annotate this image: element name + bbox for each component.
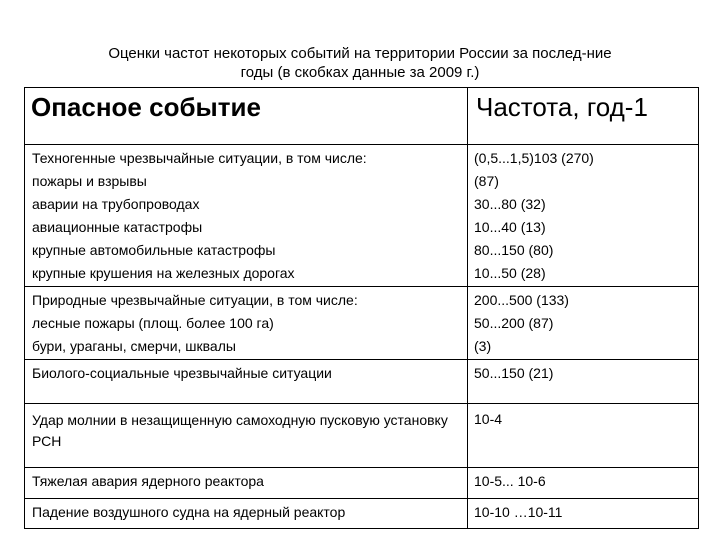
table-row	[25, 360, 699, 404]
frequency-cell	[468, 145, 699, 287]
frequency-line: 50...150 (21)	[474, 365, 554, 381]
event-line: Удар молнии в незащищенную самоходную пусковую установку РСН	[32, 412, 448, 449]
frequency-line: 10...50 (28)	[474, 265, 546, 281]
frequency-line: 10...40 (13)	[474, 219, 546, 235]
frequency-line: 200...500 (133)	[474, 292, 569, 308]
event-line: Техногенные чрезвычайные ситуации, в том числе:	[32, 150, 367, 166]
header-event: Опасное событие	[25, 88, 468, 145]
document-title	[40, 44, 680, 82]
frequency-line: 30...80 (32)	[474, 196, 546, 212]
frequency-line: (0,5...1,5)103 (270)	[474, 150, 594, 166]
frequency-cell	[468, 287, 699, 360]
event-cell	[25, 499, 468, 529]
event-line: крупные автомобильные катастрофы	[32, 242, 276, 258]
frequency-line: 10-5... 10-6	[474, 473, 546, 489]
event-cell	[25, 360, 468, 404]
event-line: бури, ураганы, смерчи, шквалы	[32, 338, 236, 354]
events-frequency-table	[24, 87, 699, 529]
title-line-2: годы (в скобках данные за 2009 г.)	[240, 64, 480, 81]
event-line: авиационные катастрофы	[32, 219, 203, 235]
table-row	[25, 404, 699, 468]
event-cell	[25, 145, 468, 287]
table-row	[25, 287, 699, 360]
frequency-line: (3)	[474, 338, 492, 354]
event-line: крупные крушения на железных дорогах	[32, 265, 295, 281]
event-line: аварии на трубопроводах	[32, 196, 200, 212]
event-line: Биолого-социальные чрезвычайные ситуации	[32, 365, 332, 381]
header-frequency: Частота, год-1	[468, 88, 699, 145]
event-cell	[25, 287, 468, 360]
title-line-1: Оценки частот некоторых событий на территории России за послед-ние	[108, 45, 612, 62]
frequency-cell	[468, 499, 699, 529]
frequency-line: 80...150 (80)	[474, 242, 554, 258]
frequency-line: 50...200 (87)	[474, 315, 554, 331]
table-row	[25, 499, 699, 529]
frequency-cell	[468, 404, 699, 468]
event-cell	[25, 468, 468, 499]
table-row	[25, 145, 699, 287]
event-line: Падение воздушного судна на ядерный реактор	[32, 504, 346, 520]
frequency-line: 10-10 …10-11	[474, 504, 563, 520]
frequency-line: (87)	[474, 173, 499, 189]
event-line: Тяжелая авария ядерного реактора	[32, 473, 264, 489]
table-header-row	[25, 88, 699, 145]
frequency-cell	[468, 468, 699, 499]
event-line: Природные чрезвычайные ситуации, в том числе:	[32, 292, 358, 308]
event-cell	[25, 404, 468, 468]
event-line: лесные пожары (площ. более 100 га)	[32, 315, 274, 331]
frequency-cell	[468, 360, 699, 404]
frequency-line: 10-4	[474, 411, 503, 427]
table-row	[25, 468, 699, 499]
event-line: пожары и взрывы	[32, 173, 147, 189]
